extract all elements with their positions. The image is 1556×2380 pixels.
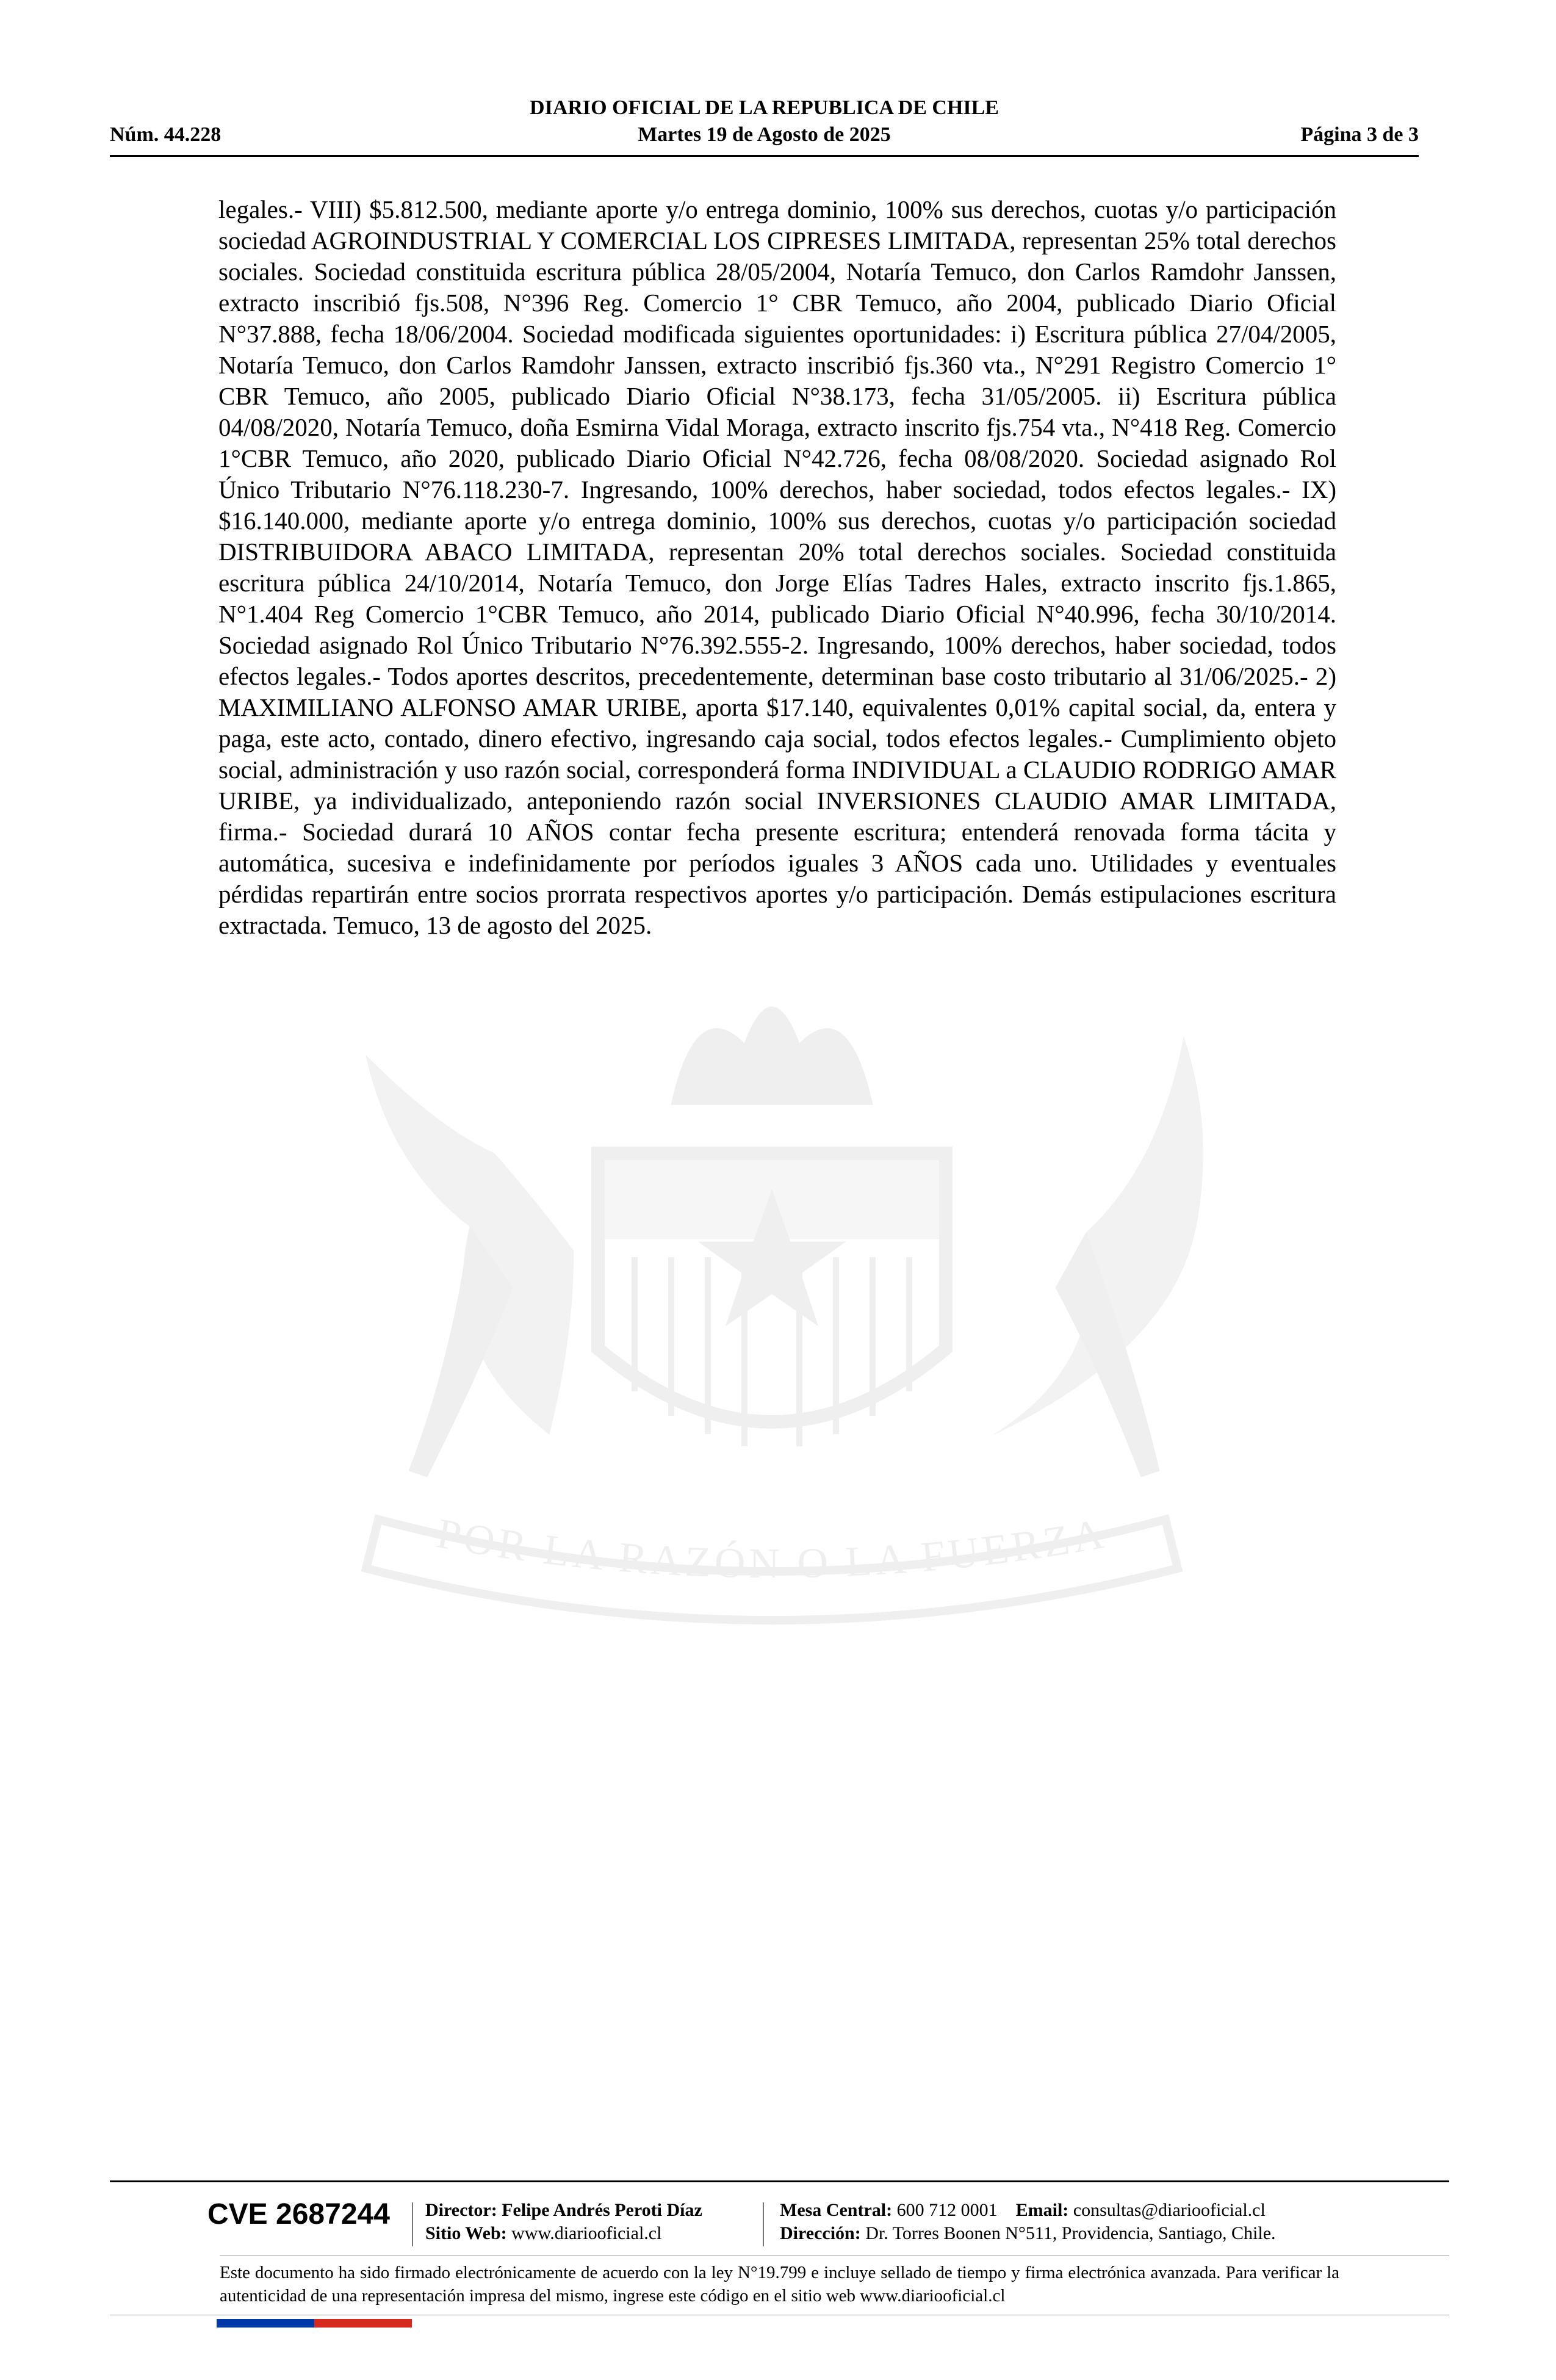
issue-number: Núm. 44.228 xyxy=(110,123,222,146)
address-text: Dr. Torres Boonen N°511, Providencia, Santiago, Chile. xyxy=(865,2223,1276,2243)
page-footer xyxy=(110,2180,1449,2333)
email-link[interactable]: consultas@diariooficial.cl xyxy=(1073,2200,1266,2220)
footer-separator xyxy=(763,2202,764,2246)
electronic-signature-notice: Este documento ha sido firmado electrónicamente de acuerdo con la ley N°19.799 e incluye sellado de tiempo y firma electrónica avanzada. Para verificar la autenticidad de una representación impresa del mismo, ingrese este código en el sitio web www.diariooficial.cl xyxy=(220,2263,1339,2306)
director-name: Felipe Andrés Peroti Díaz xyxy=(502,2200,702,2220)
footer-separator xyxy=(412,2202,413,2246)
header-divider xyxy=(110,155,1419,157)
phone-label: Mesa Central: xyxy=(780,2200,893,2220)
cve-code: CVE 2687244 xyxy=(207,2198,390,2230)
extract-body-text: legales.- VIII) $5.812.500, mediante aporte y/o entrega dominio, 100% sus derechos, cuotas y/o participación sociedad AGROINDUSTRIAL Y COMERCIAL LOS CIPRESES LIMITADA, representan 25% total derechos sociales. Sociedad constituida escritura pública 28/05/2004, Notaría Temuco, don Carlos Ramdohr Janssen, extracto inscribió fjs.508, N°396 Reg. Comercio 1° CBR Temuco, año 2004, publicado Diario Oficial N°37.888, fecha 18/06/2004. Sociedad modificada siguientes oportunidades: i) Escritura pública 27/04/2005, Notaría Temuco, don Carlos Ramdohr Janssen, extracto inscribió fjs.360 vta., N°291 Registro Comercio 1° CBR Temuco, año 2005, publicado Diario Oficial N°38.173, fecha 31/05/2005. ii) Escritura pública 04/08/2020, Notaría Temuco, doña Esmirna Vidal Moraga, extracto inscrito fjs.754 vta., N°418 Reg. Comercio 1°CBR Temuco, año 2020, publicado Diario Oficial N°42.726, fecha 08/08/2020. Sociedad asignado Rol Único Tributario N°76.118.230-7. Ingresando, 100% derechos, haber sociedad, todos efectos legales.- IX) $16.140.000, mediante aporte y/o entrega dominio, 100% sus derechos, cuotas y/o participación sociedad DISTRIBUIDORA ABACO LIMITADA, representan 20% total derechos sociales. Sociedad constituida escritura pública 24/10/2014, Notaría Temuco, don Jorge Elías Tadres Hales, extracto inscrito fjs.1.865, N°1.404 Reg Comercio 1°CBR Temuco, año 2014, publicado Diario Oficial N°40.996, fecha 30/10/2014. Sociedad asignado Rol Único Tributario N°76.392.555-2. Ingresando, 100% derechos, haber sociedad, todos efectos legales.- Todos aportes descritos, precedentemente, determinan base costo tributario al 31/06/2025.- 2) MAXIMILIANO ALFONSO AMAR URIBE, aporta $17.140, equivalentes 0,01% capital social, da, entera y paga, este acto, contado, dinero efectivo, ingresando caja social, todos efectos legales.- Cumplimiento objeto social, administración y uso razón social, corresponderá forma INDIVIDUAL a CLAUDIO RODRIGO AMAR URIBE, ya individualizado, anteponiendo razón social INVERSIONES CLAUDIO AMAR LIMITADA, firma.- Sociedad durará 10 AÑOS contar fecha presente escritura; entenderá renovada forma tácita y automática, sucesiva e indefinidamente por períodos iguales 3 AÑOS cada uno. Utilidades y eventuales pérdidas repartirán entre socios prorrata respectivos aportes y/o participación. Demás estipulaciones escritura extractada. Temuco, 13 de agosto del 2025. xyxy=(218,195,1336,939)
flag-red-segment xyxy=(314,2319,412,2328)
website-label: Sitio Web: xyxy=(425,2223,507,2243)
svg-text:POR LA RAZÓN O LA FUERZA xyxy=(433,1510,1111,1587)
page-header xyxy=(110,92,1419,160)
phone-number: 600 712 0001 xyxy=(896,2200,998,2220)
flag-blue-segment xyxy=(217,2319,314,2328)
contact-block xyxy=(780,2199,1276,2245)
address-label: Dirección: xyxy=(780,2223,861,2243)
coat-of-arms-watermark xyxy=(207,970,1336,1690)
flag-color-bar xyxy=(217,2319,412,2328)
email-label: Email: xyxy=(1015,2200,1069,2220)
footer-divider-top xyxy=(110,2180,1449,2182)
director-label: Director: xyxy=(425,2200,497,2220)
website-link[interactable]: www.diariooficial.cl xyxy=(511,2223,662,2243)
director-block xyxy=(425,2199,702,2245)
page-indicator: Página 3 de 3 xyxy=(1300,123,1419,146)
newspaper-title: DIARIO OFICIAL DE LA REPUBLICA DE CHILE xyxy=(530,96,999,119)
issue-date: Martes 19 de Agosto de 2025 xyxy=(638,123,891,146)
motto-text: POR LA RAZÓN O LA FUERZA xyxy=(433,1510,1111,1588)
